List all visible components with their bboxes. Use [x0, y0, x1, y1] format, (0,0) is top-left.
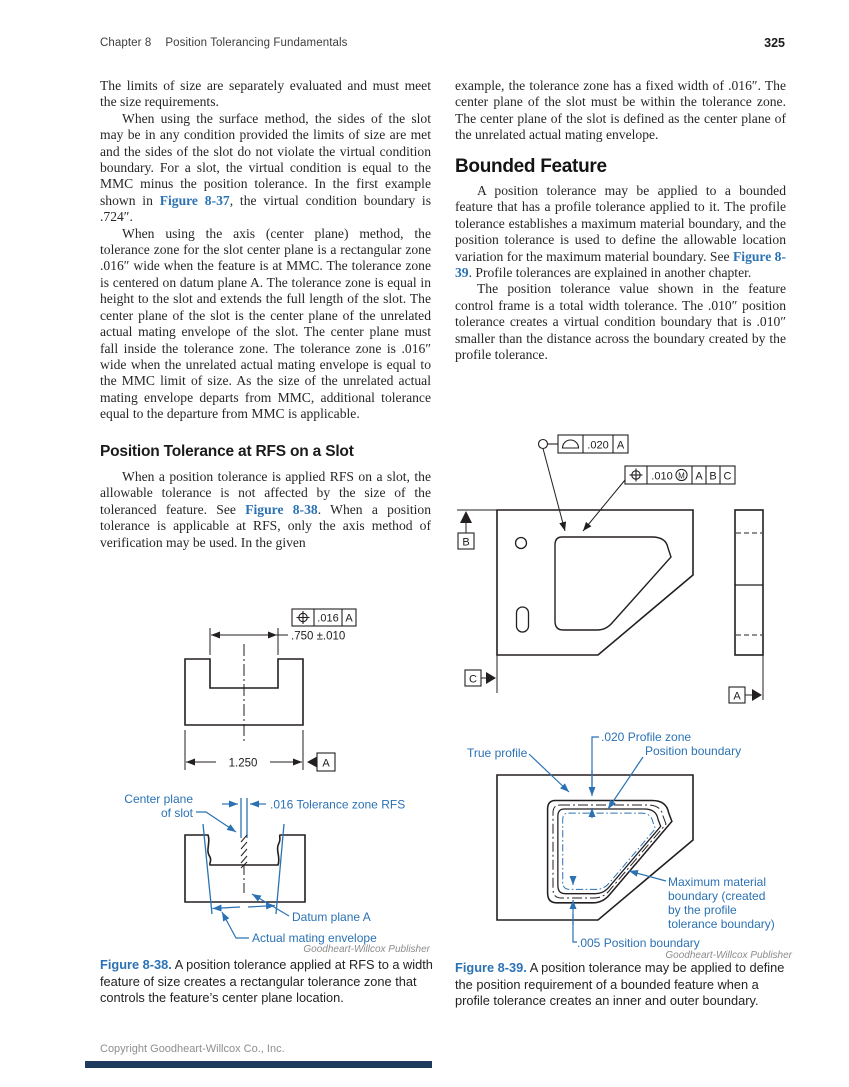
datum-flag-label: A	[322, 757, 330, 770]
slot-feature	[517, 607, 529, 632]
chapter-label: Chapter 8	[100, 37, 152, 49]
figure-8-38-caption	[100, 957, 433, 1007]
fcf-tolerance-value: .016	[317, 612, 339, 625]
bounded-feature-outline	[555, 537, 671, 630]
position-datum-1: A	[695, 470, 703, 483]
datum-plane-a-label: Datum plane A	[292, 910, 371, 924]
paragraph: When using the axis (center plane) method, the tolerance zone for the slot center plane is a rectangular zone .016″ wide when the feature is at MMC. The tolerance zone is centered on datum plane A. The tolerance zone is equal in height to the slot and extends the full length of the slot. The center plane of the slot is the center plane of the unrelated actual mating envelope of the slot. The center plane must fall inside the tolerance zone. The tolerance zone is .016″ wide when the unrelated actual mating envelope is equal to the MMC limit of size. As the size of the unrelated actual mating envelope departs from MMC, additional tolerance equal to the departure from MMC is applicable.	[100, 225, 431, 422]
datum-flag-label: A	[733, 690, 741, 703]
datum-feature-symbol-a	[729, 655, 763, 703]
caption-text: A position tolerance applied at RFS to a width feature of size creates a rectangular tolerance zone that controls the feature’s center plane location.	[100, 957, 433, 1005]
profile-zone-label: .020 Profile zone	[601, 730, 692, 744]
position-boundary-bottom-label: .005 Position boundary	[577, 936, 700, 950]
figure-8-39-drawing	[455, 430, 800, 965]
position-symbol-icon	[297, 611, 310, 624]
bounded-part-outline	[497, 510, 693, 655]
figure-8-38-drawing	[100, 602, 430, 954]
page-footer-bar	[85, 1061, 432, 1068]
side-view	[735, 510, 763, 655]
center-plane-hatch	[241, 835, 247, 868]
paragraph: When a position tolerance is applied RFS on a slot, the allowable tolerance is not affected by the size of the toleranced feature. See Figure 8-38. When a position tolerance is applicable at RFS, only the axis method of verification may be used. In the given	[100, 468, 431, 550]
figure-credit: Goodheart-Willcox Publisher	[303, 944, 430, 954]
mmb-leader	[629, 871, 666, 881]
fcf-datum-ref: A	[345, 612, 353, 625]
position-boundary-bottom-leader	[573, 876, 577, 942]
overall-dimension-text: 1.250	[228, 757, 258, 770]
caption-tag: Figure 8-39.	[455, 960, 527, 975]
svg-text:M: M	[678, 471, 685, 481]
mating-envelope-leader	[222, 912, 249, 938]
mating-envelope-label: Actual mating envelope	[252, 931, 377, 945]
paragraph: The position tolerance value shown in the feature control frame is a total width tolerance. The .010″ position tolerance creates a virtual condition boundary that is .010″ smaller than the distance across the boundary created by the profile tolerance.	[455, 281, 786, 363]
feature-control-frame-position	[583, 466, 735, 531]
profile-tolerance-value: .020	[587, 439, 609, 452]
outer-profile-boundary	[548, 801, 672, 903]
right-column	[455, 78, 786, 364]
position-boundary-label: Position boundary	[645, 744, 742, 758]
figure-8-39-caption	[455, 960, 788, 1010]
svg-text:Maximum material: Maximum material	[668, 875, 767, 889]
datum-feature-symbol-a	[307, 753, 335, 771]
position-tolerance-value: .010	[651, 470, 673, 483]
position-boundary-line	[563, 813, 656, 889]
center-plane-leader	[196, 812, 236, 832]
datum-flag-label: B	[462, 536, 470, 549]
true-profile-line	[553, 805, 666, 898]
svg-text:boundary (created: boundary (created	[668, 889, 766, 903]
feature-control-frame-profile	[539, 435, 629, 531]
center-plane-label-line1: Center plane	[124, 792, 193, 806]
paragraph: example, the tolerance zone has a fixed width of .016″. The center plane of the slot must be within the tolerance zone. The center plane of the slot is defined as the center plane of the unrelated actual mating envelope.	[455, 78, 786, 143]
section-heading: Bounded Feature	[455, 155, 607, 177]
svg-text:tolerance boundary): tolerance boundary)	[668, 917, 775, 931]
true-profile-leader	[529, 754, 569, 792]
datum-flag-label: C	[469, 673, 477, 686]
chapter-title: Position Tolerancing Fundamentals	[165, 37, 348, 49]
svg-text:by the profile: by the profile	[668, 903, 737, 917]
slot-width-dimension	[210, 628, 345, 655]
paragraph: The limits of size are separately evaluated and must meet the size requirements.	[100, 78, 431, 110]
copyright-notice: Copyright Goodheart-Willcox Co., Inc.	[100, 1043, 285, 1055]
nested-boundaries	[548, 801, 672, 903]
caption-text: A position tolerance may be applied to define the position requirement of a bounded feature when a profile tolerance creates an inner and outer boundary.	[455, 960, 785, 1008]
center-plane-label-line2: of slot	[160, 806, 193, 820]
slot-dimension-text: .750 ±.010	[291, 630, 346, 643]
datum-feature-symbol-b	[457, 510, 497, 549]
mmc-modifier-icon	[676, 469, 687, 480]
caption-tag: Figure 8-38.	[100, 957, 172, 972]
profile-surface-symbol-icon	[563, 440, 579, 448]
datum-plane-leader	[252, 894, 289, 916]
figure-credit: Goodheart-Willcox Publisher	[665, 950, 792, 961]
tolerance-zone-label: .016 Tolerance zone RFS	[270, 797, 406, 812]
feature-control-frame-position	[292, 609, 356, 626]
position-datum-3: C	[723, 470, 732, 483]
profile-datum-ref: A	[616, 439, 625, 452]
mmb-label	[668, 875, 775, 931]
tolerance-zone-lines	[222, 798, 266, 838]
page-number: 325	[764, 36, 785, 50]
true-profile-label: True profile	[467, 746, 528, 760]
hole-feature	[516, 538, 527, 549]
subsection-heading: Position Tolerance at RFS on a Slot	[100, 442, 354, 460]
position-datum-2: B	[709, 470, 717, 483]
datum-feature-symbol-c	[465, 655, 497, 693]
position-symbol-icon	[630, 469, 643, 482]
paragraph: When using the surface method, the sides of the slot may be in any condition provided the limits of size are met and the sides of the slot do not violate the virtual condition boundary. For a slot, the virtual condition is equal to the MMC minus the position tolerance. In the first example shown in Figure 8-37, the virtual condition boundary is .724″.	[100, 110, 432, 225]
paragraph: A position tolerance may be applied to a bounded feature that has a profile tolerance applied to it. The profile tolerance establishes a maximum material boundary, and the position tolerance is used to define the allowable location variation for the maximum material boundary. See Figure 8-39. Profile tolerances are explained in another chapter.	[455, 183, 787, 281]
left-column	[100, 78, 431, 551]
profile-zone-leader	[592, 737, 599, 818]
